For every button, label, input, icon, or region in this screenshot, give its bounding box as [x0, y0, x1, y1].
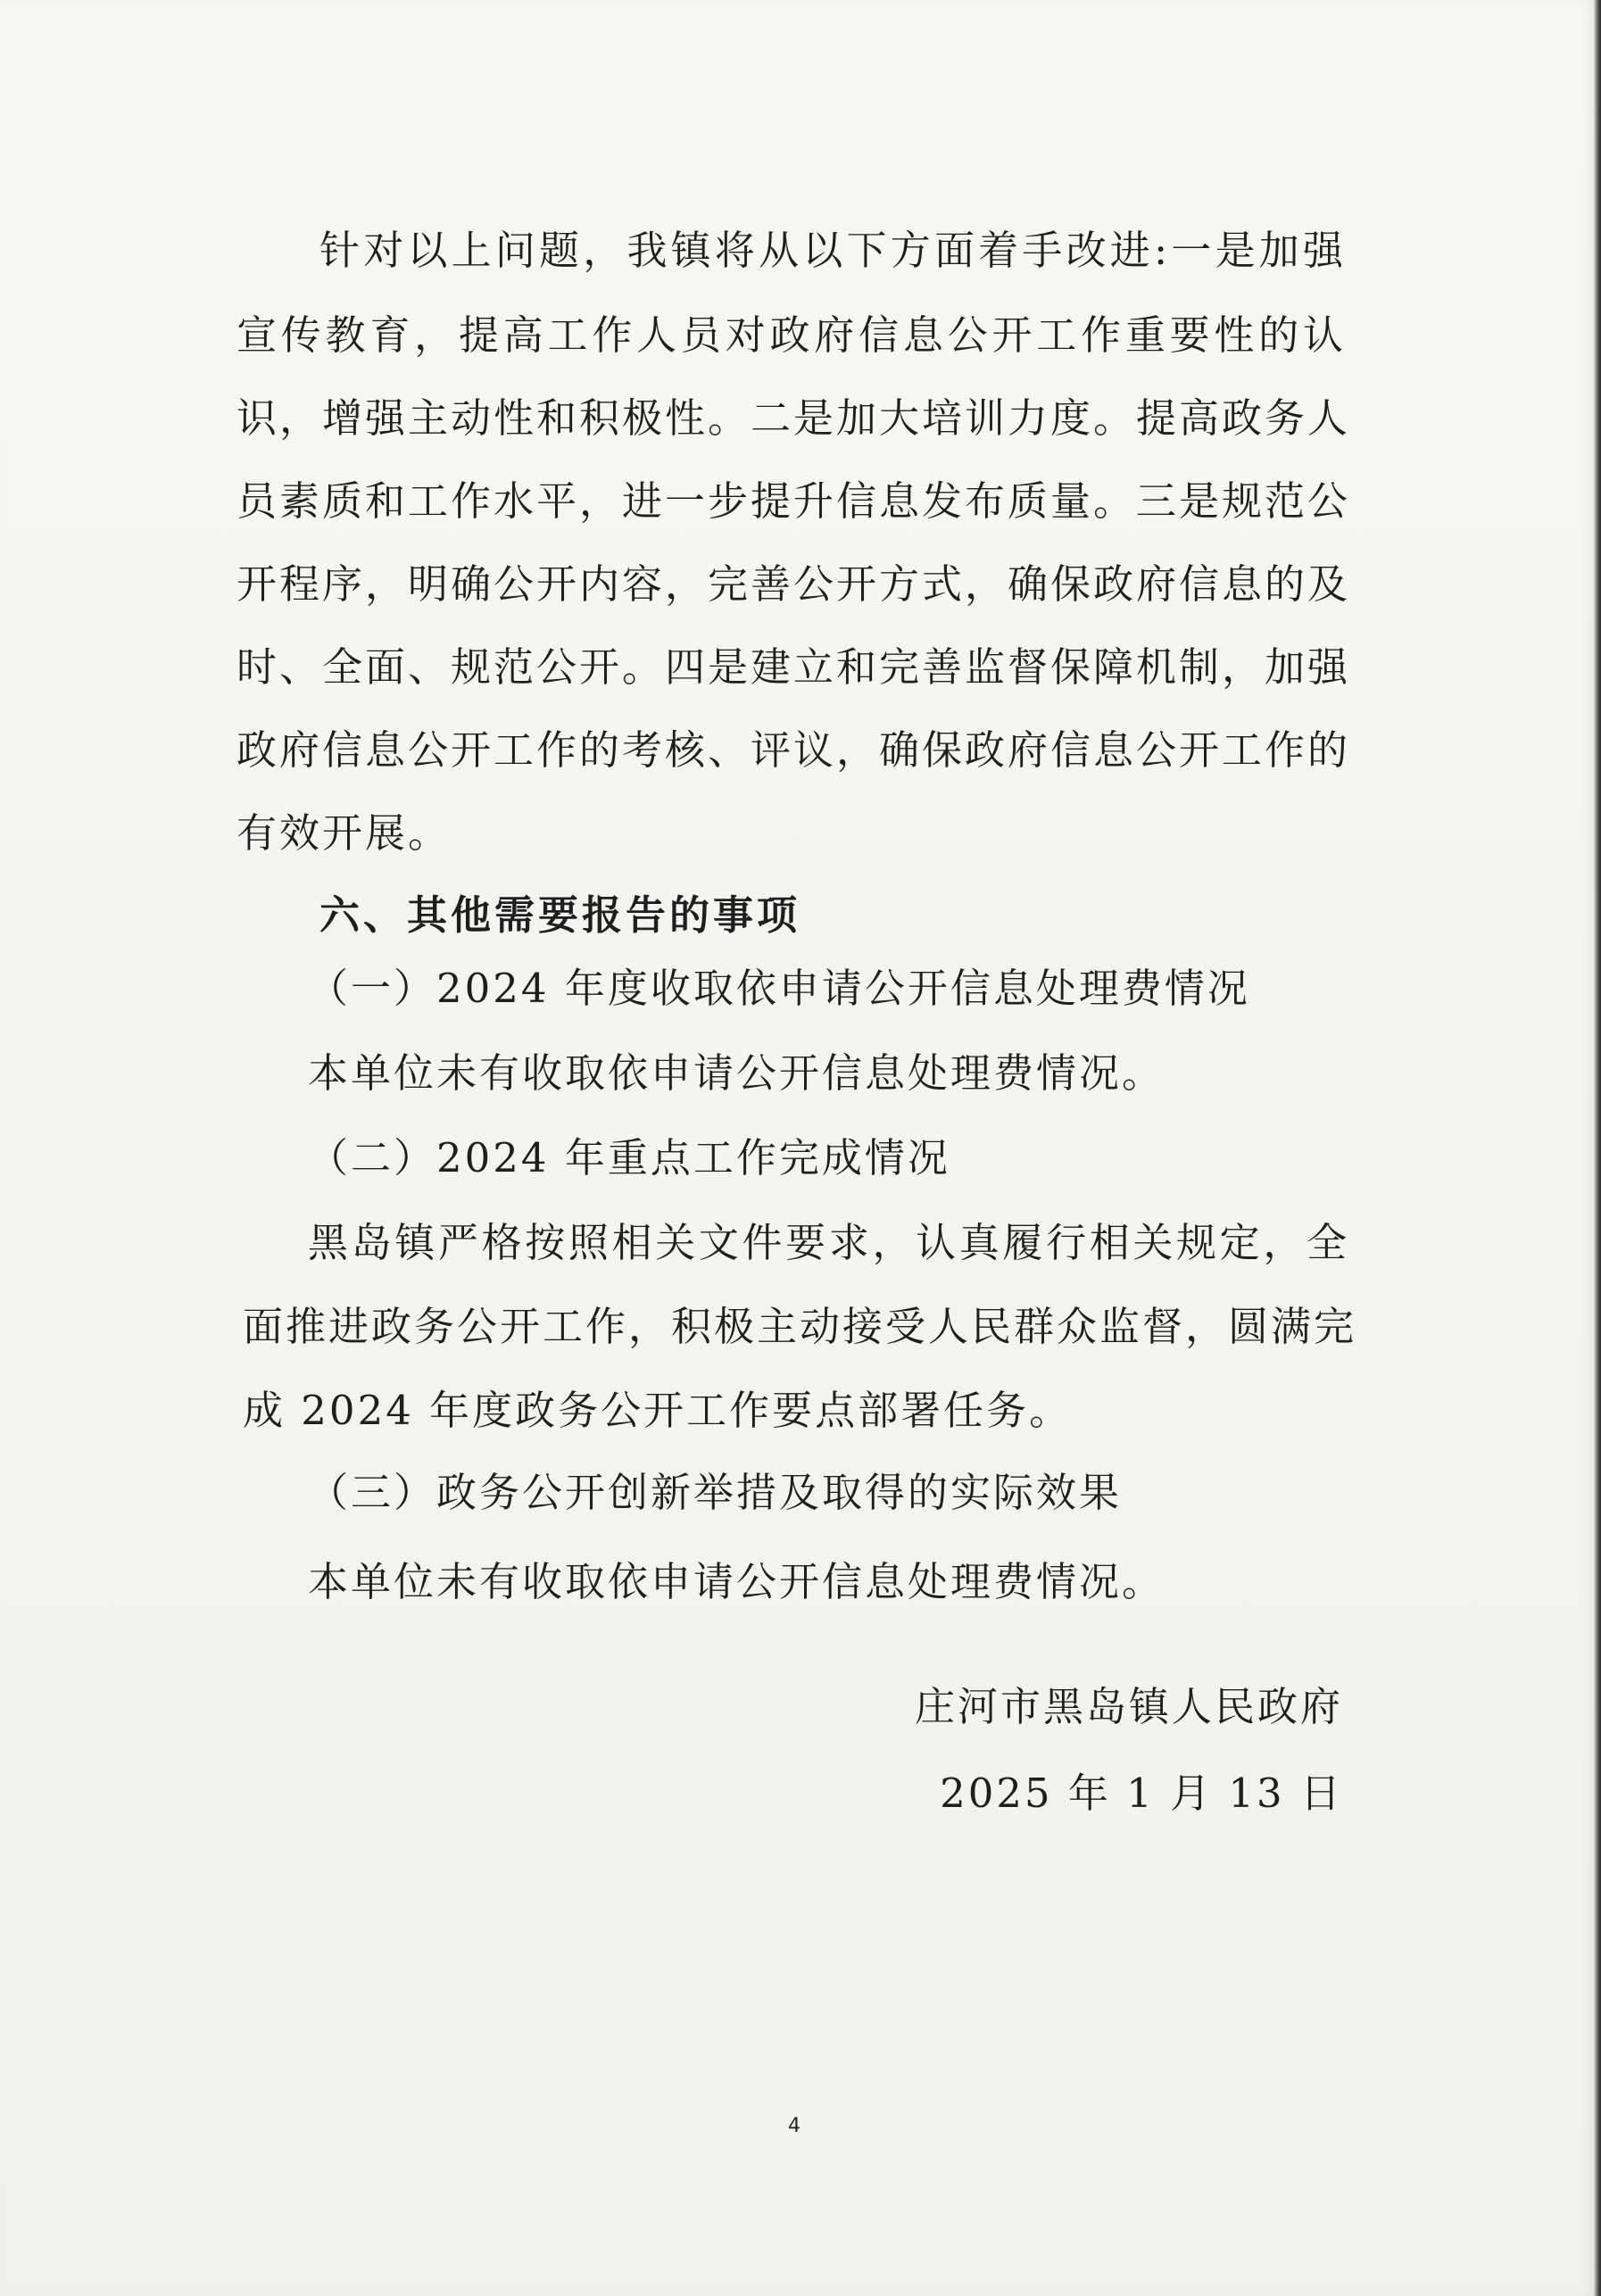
subsection-body-line: 面推进政务公开工作，积极主动接受人民群众监督，圆满完: [243, 1303, 1357, 1350]
signature-date: 2025 年 1 月 13 日: [940, 1770, 1343, 1817]
signature-organization: 庄河市黑岛镇人民政府: [914, 1683, 1343, 1730]
paragraph-line: 时、全面、规范公开。四是建立和完善监督保障机制，加强: [236, 643, 1351, 691]
page-number: 4: [788, 2115, 800, 2137]
section-heading: 六、其他需要报告的事项: [319, 891, 801, 939]
subsection-title: （二）2024 年重点工作完成情况: [308, 1134, 950, 1181]
subsection-body-line: 成 2024 年度政务公开工作要点部署任务。: [243, 1387, 1073, 1434]
subsection-body-line: 黑岛镇严格按照相关文件要求，认真履行相关规定，全: [308, 1219, 1349, 1266]
paragraph-line: 开程序，明确公开内容，完善公开方式，确保政府信息的及: [236, 560, 1351, 608]
paragraph-line: 政府信息公开工作的考核、评议，确保政府信息公开工作的: [236, 726, 1351, 774]
subsection-body: 本单位未有收取依申请公开信息处理费情况。: [308, 1558, 1165, 1605]
paragraph-line: 有效开展。: [236, 809, 452, 857]
paragraph-line: 宣传教育，提高工作人员对政府信息公开工作重要性的认: [236, 311, 1346, 359]
subsection-title: （三）政务公开创新举措及取得的实际效果: [308, 1469, 1123, 1516]
subsection-title: （一）2024 年度收取依申请公开信息处理费情况: [308, 965, 1250, 1012]
subsection-body: 本单位未有收取依申请公开信息处理费情况。: [308, 1049, 1165, 1097]
paragraph-line: 员素质和工作水平，进一步提升信息发布质量。三是规范公: [236, 477, 1351, 525]
page-edge-shadow: [1594, 0, 1601, 2296]
paragraph-line: 针对以上问题，我镇将从以下方面着手改进:一是加强: [319, 227, 1346, 274]
paragraph-line: 识，增强主动性和积极性。二是加大培训力度。提高政务人: [236, 394, 1351, 442]
